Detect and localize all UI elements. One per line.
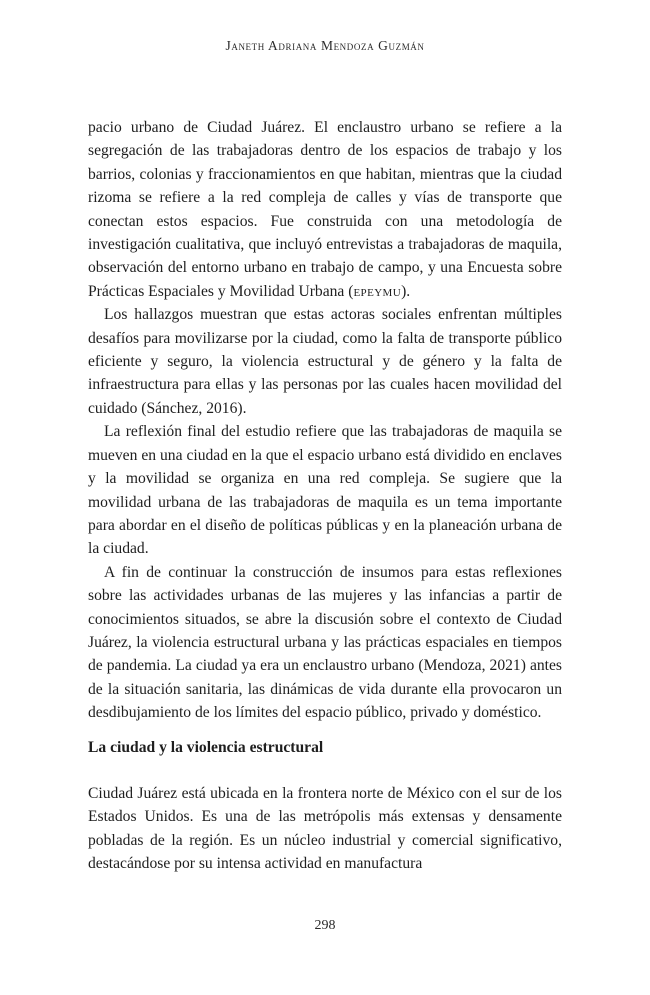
paragraph-2: Los hallazgos muestran que estas actoras sociales enfrentan múltiples desafíos para movilizarse por la ciudad, como la falta de transporte público eficiente y seguro, la violencia estructural y de género y la falta de infraestructura para ellas y las personas por las cuales hacen movilidad del cuidado (Sánchez, 2016). bbox=[88, 306, 562, 417]
paragraph-1 bbox=[88, 116, 562, 303]
body-text bbox=[88, 116, 562, 725]
paragraph-1-end: ). bbox=[401, 282, 411, 300]
running-head: Janeth Adriana Mendoza Guzmán bbox=[225, 38, 425, 53]
section-body-text bbox=[88, 782, 562, 876]
paragraph-1-text: pacio urbano de Ciudad Juárez. El enclaustro urbano se refiere a la segregación de las trabajadoras dentro de los espacios de trabajo y los barrios, colonias y fraccionamientos en que habitan, mientras que la ciudad rizoma se refiere a la red compleja de calles y vías de transporte que conectan estos espacios. Fue construida con una metodología de investigación cualitativa, que incluyó entrevistas a trabajadoras de maquila, observación del entorno urbano en trabajo de campo, y una Encuesta sobre Prácticas Espaciales y Movilidad Urbana ( bbox=[88, 119, 562, 300]
paragraph-4: A fin de continuar la construcción de insumos para estas reflexiones sobre las actividades urbanas de las mujeres y las infancias a partir de conocimientos situados, se abre la discusión sobre el contexto de Ciudad Juárez, la violencia estructural urbana y las prácticas espaciales en tiempos de pandemia. La ciudad ya era un enclaustro urbano (Mendoza, 2021) antes de la situación sanitaria, las dinámicas de vida durante ella provocaron un desdibujamiento de los límites del espacio público, privado y doméstico. bbox=[88, 563, 562, 722]
section-paragraph-1: Ciudad Juárez está ubicada en la frontera norte de México con el sur de los Estados Unidos. Es una de las metrópolis más extensas y densamente pobladas de la región. Es un núcleo industrial y comercial significativo, destacándose por su intensa actividad en manufactura bbox=[88, 785, 562, 873]
page-number: 298 bbox=[314, 918, 336, 933]
survey-abbreviation: epeymu bbox=[353, 282, 402, 300]
paragraph-3: La reflexión final del estudio refiere que las trabajadoras de maquila se mueven en una ciudad en la que el espacio urbano está dividido en enclaves y la movilidad se organiza en una red compleja. Se sugiere que la movilidad urbana de las trabajadoras de maquila es un tema importante para abordar en el diseño de políticas públicas y en la planeación urbana de la ciudad. bbox=[88, 423, 562, 558]
section-heading: La ciudad y la violencia estructural bbox=[88, 739, 324, 756]
